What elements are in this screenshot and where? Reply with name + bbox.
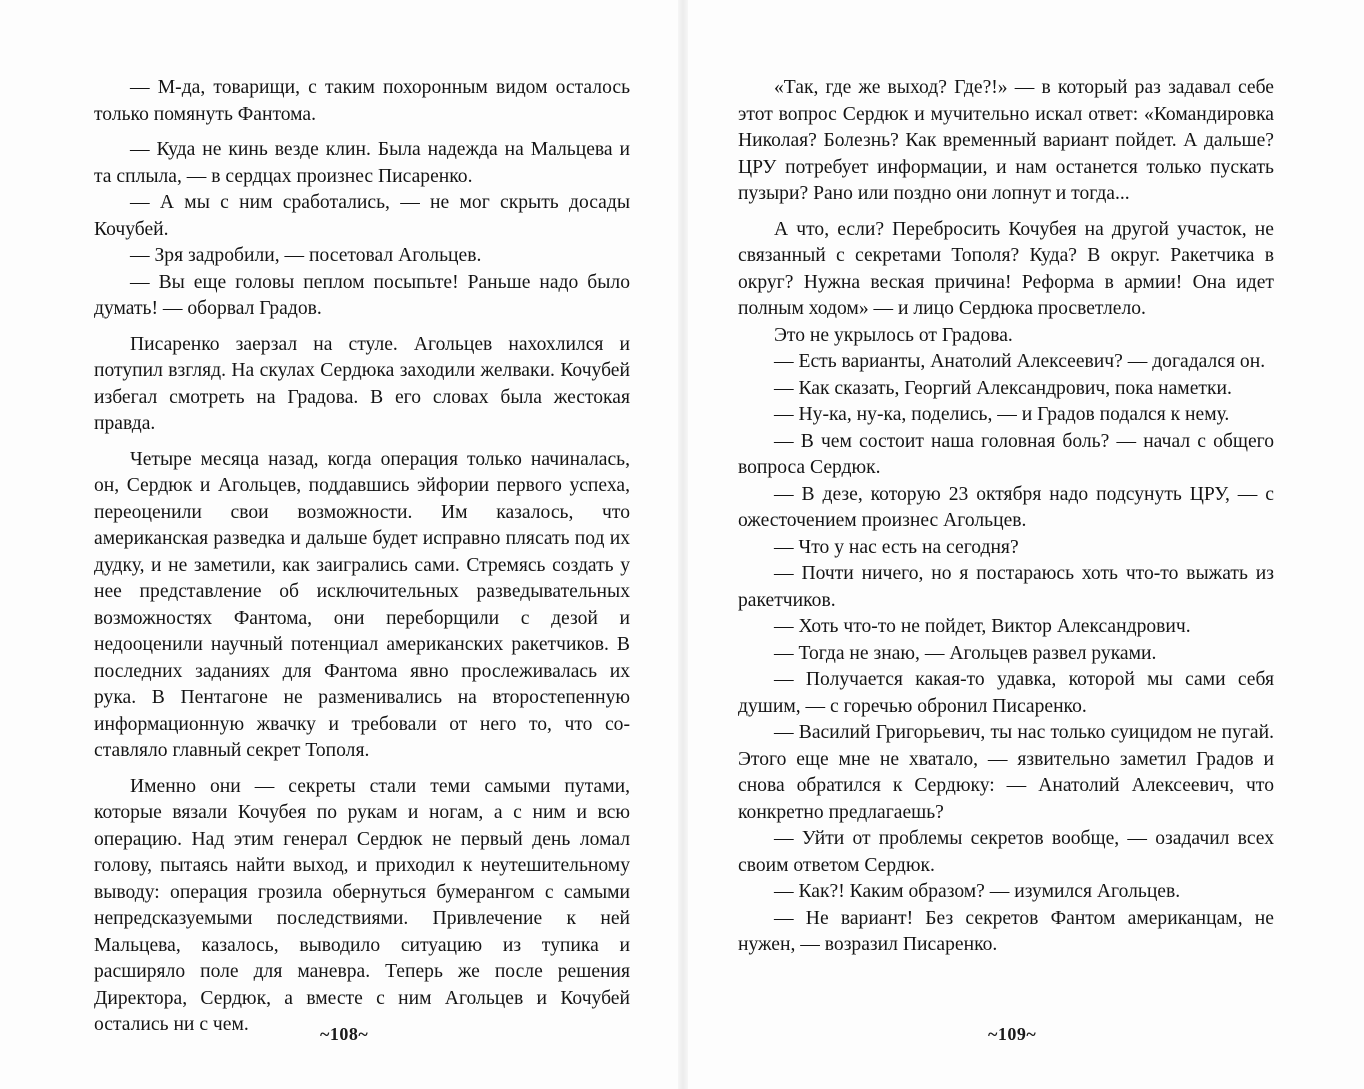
right-paragraph-11: — Хоть что-то не пойдет, Виктор Александрович.: [774, 616, 1191, 637]
right-paragraph-17: — Не вариант! Без секретов Фантом американцам, не нужен, — возразил Писаренко.: [738, 907, 1274, 955]
left-paragraph-8: Именно они — секреты стали теми самыми путами, которые вязали Кочубея по рукам и ногам, а с ним и всю операцию. Над этим генерал Сердюк не первый день ломал голову, пытаясь найти выход, и приходил к неутешительному выводу: операция грозила обернуться бумерангом с самыми непредсказуемыми последствиями. Привлечение к ней Мальцева, казалось, выводило ситуацию из тупика и расширяло поле для маневра. Теперь же после решения Директора, Сердюк, а вместе с ним Агольцев и Кочубей остались ни с чем.: [94, 775, 630, 1035]
left-paragraph-3: — А мы с ним сработались, — не мог скрыть досады Кочубей.: [94, 192, 630, 240]
right-page: [738, 75, 1274, 959]
right-paragraph-3: Это не укрылось от Градова.: [774, 324, 1013, 346]
left-paragraph-6: Писаренко заерзал на стуле. Агольцев нахохлился и потупил взгляд. На скулах Сердюка заходили желваки. Кочубей избегал смотреть на Градова. В его словах была жестокая правда.: [94, 333, 630, 434]
right-paragraph-12: — Тогда не знаю, — Агольцев развел руками.: [774, 642, 1157, 664]
right-page-number: ~109~: [988, 1024, 1037, 1044]
right-paragraph-9: — Что у нас есть на сегодня?: [774, 536, 1019, 558]
left-paragraph-2: — Куда не кинь везде клин. Была надежда на Мальцева и та сплыла, — в сердцах произнес Писаренко.: [94, 139, 630, 187]
right-paragraph-16: — Как?! Каким образом? — изумился Агольцев.: [774, 881, 1181, 902]
left-page: [94, 75, 630, 1039]
right-paragraph-10: — Почти ничего, но я постараюсь хоть что-то выжать из ракетчиков.: [738, 563, 1274, 611]
right-paragraph-7: — В чем состоит наша головная боль? — начал с общего вопроса Сердюк.: [738, 430, 1274, 478]
right-paragraph-15: — Уйти от проблемы секретов вообще, — озадачил всех своим ответом Сердюк.: [738, 828, 1274, 876]
left-paragraph-1: — М-да, товарищи, с таким похоронным видом осталось только помянуть Фантома.: [94, 77, 630, 125]
left-paragraph-4: — Зря задробили, — посетовал Агольцев.: [130, 245, 482, 266]
right-paragraph-13: — Получается какая-то удавка, которой мы сами себя душим, — с горечью обронил Писаренко.: [738, 669, 1274, 717]
right-paragraph-6: — Ну-ка, ну-ка, поделись, — и Градов подался к нему.: [774, 404, 1230, 425]
right-paragraph-14: — Василий Григорьевич, ты нас только суицидом не пугай. Этого еще мне не хватало, — язвительно заметил Градов и снова обратился к Сердюку: — Анатолий Алексеевич, что конкретно предлагаешь?: [738, 722, 1274, 823]
right-paragraph-4: — Есть варианты, Анатолий Алексеевич? — догадался он.: [774, 351, 1266, 372]
book-gutter: [678, 0, 688, 1089]
right-paragraph-8: — В дезе, которую 23 октября надо подсунуть ЦРУ, — с ожесточением произнес Агольцев.: [738, 483, 1274, 531]
right-paragraph-5: — Как сказать, Георгий Александрович, пока наметки.: [774, 377, 1232, 399]
left-paragraph-7: Четыре месяца назад, когда операция только начиналась, он, Сердюк и Агольцев, поддавшись эйфории первого успеха, переоценили свои возможности. Им казалось, что американская разведка и дальше будет исправно плясать под их дудку, и не заметили, как заигрались сами. Стремясь создать у нее представление об исключительных разведывательных возможностях Фантома, они переборщили с дезой и недооценили научный потенциал американских ракетчиков. В последних заданиях для Фантома явно прослеживалась их рука. В Пентагоне не разменивались на второстепенную информационную жвачку и требовали от него то, что составляло главный секрет Тополя.: [94, 448, 630, 761]
left-paragraph-5: — Вы еще головы пеплом посыпьте! Раньше надо было думать! — оборвал Градов.: [94, 271, 630, 319]
right-paragraph-1: «Так, где же выход? Где?!» — в который раз задавал себе этот вопрос Сердюк и мучительно искал ответ: «Командировка Николая? Болезнь? Как временный вариант пойдет. А дальше? ЦРУ потребует информации, и нам останется только пускать пузыри? Рано или поздно они лопнут и тогда...: [738, 77, 1274, 204]
right-paragraph-2: А что, если? Перебросить Кочубея на другой участок, не связанный с секретами Тополя? Куда? В округ. Ракетчика в округ? Нужна веская причина! Реформа в армии! Она идет полным ходом» — и лицо Сердюка просветлело.: [738, 218, 1274, 319]
left-page-number: ~108~: [320, 1024, 369, 1044]
